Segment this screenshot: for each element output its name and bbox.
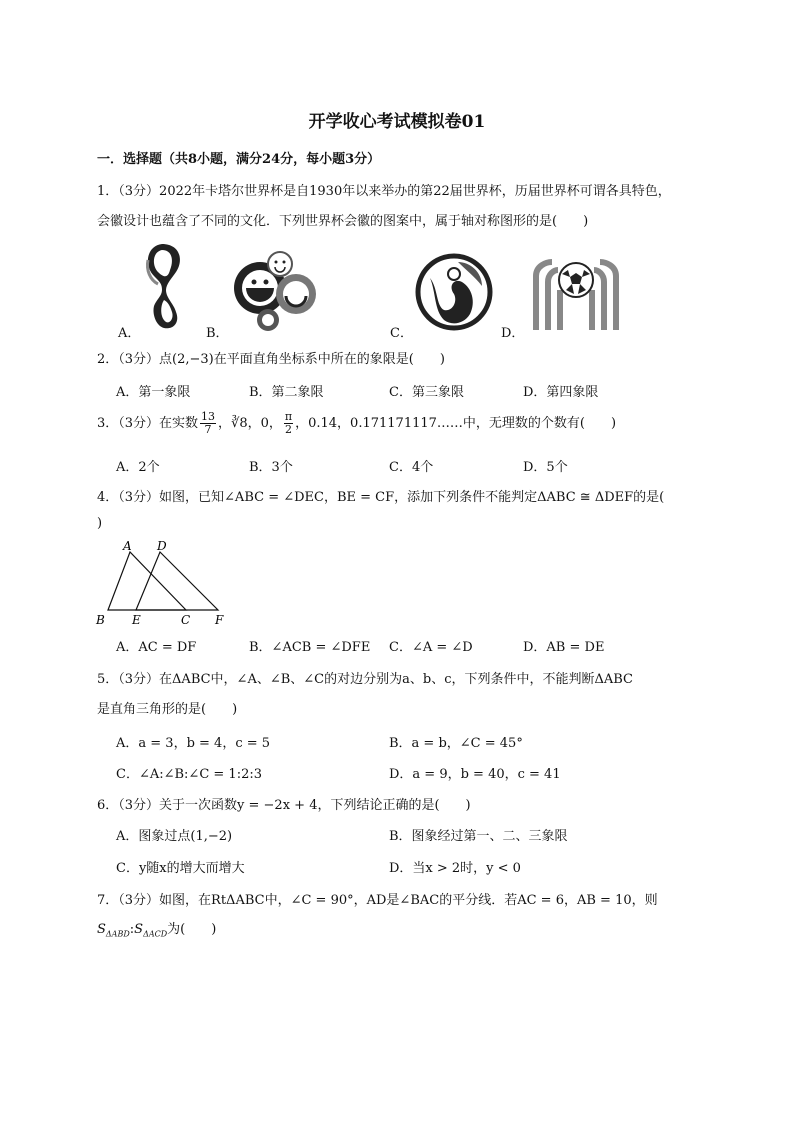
q4-option-a: A．AC = DF xyxy=(116,640,197,655)
q6-option-d: D．当x > 2时，y < 0 xyxy=(389,861,521,876)
q5-option-c: C．∠A:∠B:∠C = 1:2:3 xyxy=(116,767,263,782)
fig-label-a: A xyxy=(123,539,132,553)
q2-option-a: A．第一象限 xyxy=(116,385,191,400)
q4-triangle-figure xyxy=(94,538,234,630)
q6-option-c: C．y随x的增大而增大 xyxy=(116,861,245,876)
q1-option-b-label: B． xyxy=(206,326,229,341)
section-heading: 一．选择题（共8小题，满分24分，每小题3分） xyxy=(97,152,381,167)
q7-line1: 7．（3分）如图，在RtΔABC中，∠C = 90°，AD是∠BAC的平分线．若AC = 6，AB = 10，则 xyxy=(97,893,658,908)
q3-fraction-13-7: $\frac{13}{7}$ xyxy=(201,410,216,436)
q2-option-b: B．第二象限 xyxy=(249,385,324,400)
fig-label-b: B xyxy=(96,613,105,627)
q4-option-d: D．AB = DE xyxy=(523,640,605,655)
fig-label-c: C xyxy=(181,613,191,627)
q7-s1: S xyxy=(97,922,106,937)
q1-line1: 1．（3分）2022年卡塔尔世界杯是自1930年以来举办的第22届世界杯，历届世界杯可谓各具特色， xyxy=(97,184,671,199)
q3-prefix: 3．（3分）在实数 xyxy=(97,416,199,431)
fig-label-f: F xyxy=(215,613,224,627)
q3-option-d: D．5个 xyxy=(523,460,568,475)
q6-stem: 6．（3分）关于一次函数y = −2x + 4，下列结论正确的是( ) xyxy=(97,798,471,813)
q2-stem: 2．（3分）点(2,−3)在平面直角坐标系中所在的象限是( ) xyxy=(97,352,445,367)
qatar-emblem-icon xyxy=(140,240,184,332)
q5-line1: 5．（3分）在ΔABC中，∠A、∠B、∠C的对边分别为a、b、c，下列条件中，不能判断ΔABC xyxy=(97,672,633,687)
fig-label-d: D xyxy=(157,539,167,553)
q7-s1-sub: ΔABD xyxy=(105,929,130,939)
q3-option-b: B．3个 xyxy=(249,460,293,475)
q1-option-d-label: D． xyxy=(501,326,525,341)
q6-option-a: A．图象过点(1,−2) xyxy=(116,829,233,844)
germany-emblem-icon xyxy=(230,248,320,332)
q3-option-a: A．2个 xyxy=(116,460,160,475)
q4-line1: 4．（3分）如图，已知∠ABC = ∠DEC，BE = CF，添加下列条件不能判定ΔABC ≅ ΔDEF的是( xyxy=(97,490,665,505)
q4-line2: ) xyxy=(97,516,103,531)
fig-label-e: E xyxy=(132,613,141,627)
q2-option-c: C．第三象限 xyxy=(389,385,464,400)
q3-fraction-pi-2: $\frac{\pi}{2}$ xyxy=(284,410,293,436)
q1-option-c-label: C． xyxy=(390,326,413,341)
page-title: 开学收心考试模拟卷01 xyxy=(308,112,486,132)
q4-option-b: B．∠ACB = ∠DFE xyxy=(249,640,371,655)
q4-option-c: C．∠A = ∠D xyxy=(389,640,473,655)
q3-option-c: C．4个 xyxy=(389,460,434,475)
q7-s2-sub: ΔACD xyxy=(143,929,168,939)
argentina-emblem-icon xyxy=(528,256,624,332)
q3-suffix: ，0.14，0.171171117……中，无理数的个数有( ) xyxy=(295,416,617,431)
q1-option-a-label: A． xyxy=(118,326,141,341)
q7-tail: 为( ) xyxy=(167,922,217,937)
q7-colon: : xyxy=(129,922,135,937)
q5-option-a: A．a = 3，b = 4，c = 5 xyxy=(116,736,271,751)
q6-option-b: B．图象经过第一、二、三象限 xyxy=(389,829,568,844)
q3-stem xyxy=(97,410,616,438)
korea-japan-emblem-icon xyxy=(414,252,494,332)
q5-line2: 是直角三角形的是( ) xyxy=(97,702,238,717)
q3-mid: ，∛8，0， xyxy=(218,416,282,431)
q2-option-d: D．第四象限 xyxy=(523,385,599,400)
q7-s2: S xyxy=(134,922,144,937)
q5-option-b: B．a = b，∠C = 45° xyxy=(389,736,523,751)
q5-option-d: D．a = 9，b = 40，c = 41 xyxy=(389,767,561,782)
q7-line2 xyxy=(97,918,216,939)
q1-line2: 会徽设计也蕴含了不同的文化．下列世界杯会徽的图案中，属于轴对称图形的是( ) xyxy=(97,214,589,229)
